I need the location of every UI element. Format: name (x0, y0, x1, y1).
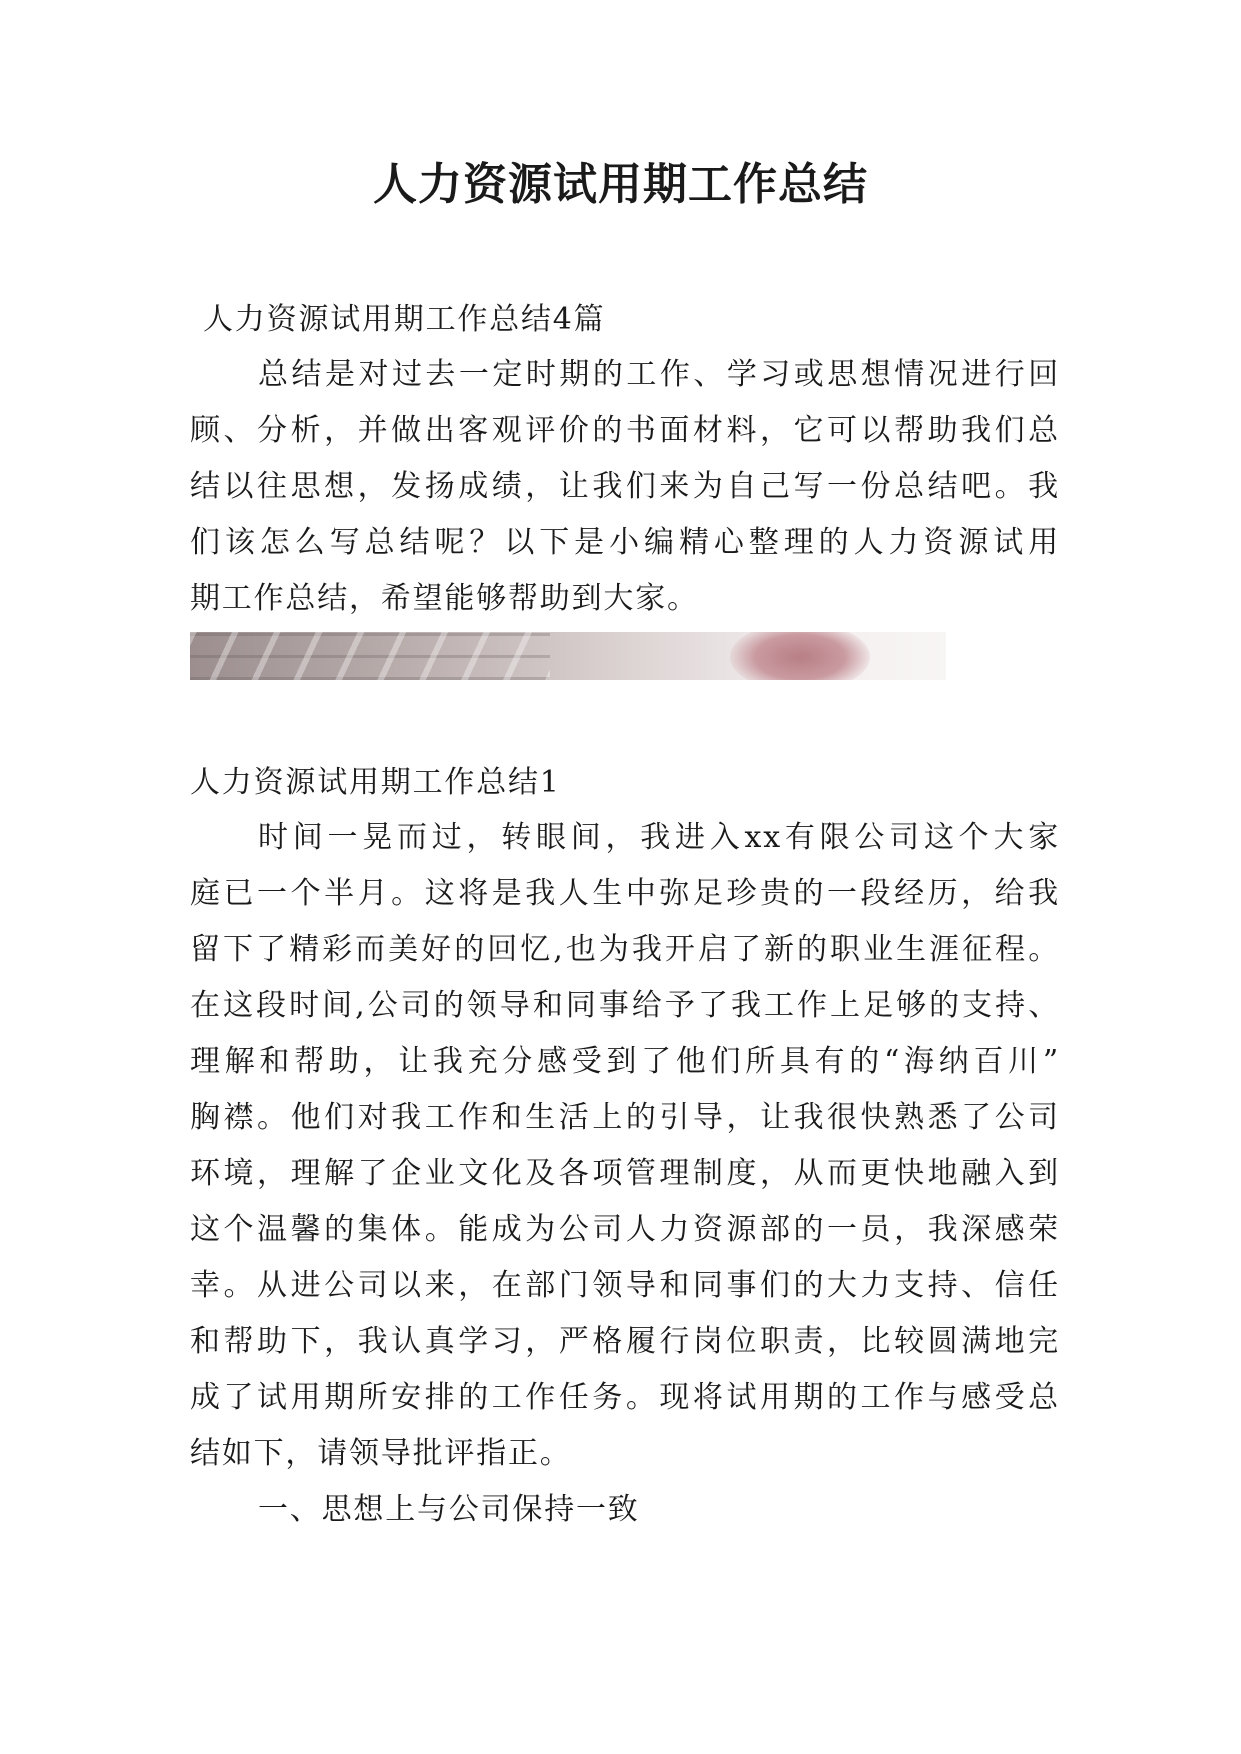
section-line: 成了试用期所安排的工作任务。现将试用期的工作与感受总 (190, 1380, 1060, 1415)
section-line: 理解和帮助，让我充分感受到了他们所具有的“海纳百川” (190, 1044, 1060, 1079)
section-line: 环境，理解了企业文化及各项管理制度，从而更快地融入到 (190, 1156, 1060, 1191)
section-line: 留下了精彩而美好的回忆,也为我开启了新的职业生涯征程。 (190, 932, 1060, 967)
section-line: 在这段时间,公司的领导和同事给予了我工作上足够的支持、 (190, 988, 1060, 1023)
intro-line: 总结是对过去一定时期的工作、学习或思想情况进行回 (258, 357, 1060, 392)
intro-line: 期工作总结，希望能够帮助到大家。 (190, 581, 699, 616)
document-title: 人力资源试用期工作总结 (373, 159, 868, 210)
subsection-heading: 一、思想上与公司保持一致 (258, 1492, 640, 1527)
section-line: 和帮助下，我认真学习，严格履行岗位职责，比较圆满地完 (190, 1324, 1060, 1359)
section-line: 幸。从进公司以来，在部门领导和同事们的大力支持、信任 (190, 1268, 1060, 1303)
section-line: 结如下，请领导批评指正。 (190, 1436, 572, 1471)
section-line: 庭已一个半月。这将是我人生中弥足珍贵的一段经历，给我 (190, 876, 1060, 911)
intro-line: 顾、分析，并做出客观评价的书面材料，它可以帮助我们总 (190, 413, 1060, 448)
intro-line: 们该怎么写总结呢？以下是小编精心整理的人力资源试用 (190, 525, 1060, 560)
section-heading: 人力资源试用期工作总结1 (190, 765, 561, 800)
section-line: 时间一晃而过，转眼间，我进入xx有限公司这个大家 (258, 820, 1060, 855)
section-line: 胸襟。他们对我工作和生活上的引导，让我很快熟悉了公司 (190, 1100, 1060, 1135)
intro-line: 结以往思想，发扬成绩，让我们来为自己写一份总结吧。我 (190, 469, 1060, 504)
section-line: 这个温馨的集体。能成为公司人力资源部的一员，我深感荣 (190, 1212, 1060, 1247)
document-subtitle: 人力资源试用期工作总结4篇 (203, 302, 606, 337)
decorative-banner-image (190, 632, 946, 680)
keyboard-image-fragment (190, 632, 550, 680)
pink-blur-image-fragment (730, 632, 870, 680)
